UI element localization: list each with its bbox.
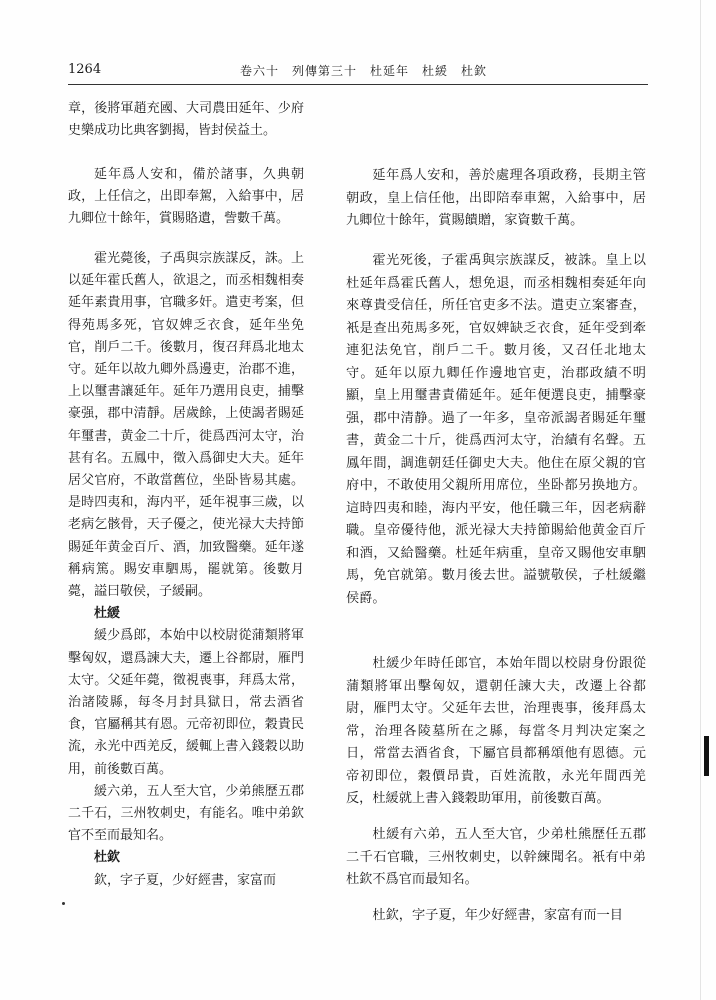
classical-paragraph: 霍光薨後，子禹與宗族謀反，誅。上以延年霍氏舊人，欲退之，而丞相魏相奏延年素貴用事，官職多奸。遣吏考案，但得苑馬多死，官奴婢乏衣食，延年坐免官，削戶二千。後數月，復召拜爲北地太守。延年以故九卿外爲邊吏，治郡不進，上以璽書讓延年。延年乃選用良吏，捕擊豪强，郡中清靜。居歲餘，上使謁者賜延年璽書，黄金二十斤，徙爲西河太守，治甚有名。五鳳中，徵入爲御史大夫。延年居父官府，不敢當舊位，坐卧皆易其處。是時四夷和，海内平，延年視事三歲，以老病乞骸骨，天子優之，使光禄大夫持節賜延年黄金百斤、酒，加致醫藥。延年遂稱病篤。賜安車駟馬，罷就第。後數月薨，謚曰敬侯，子緩嗣。 <box>68 251 304 600</box>
section-heading-du-qin: 杜欽 <box>94 850 121 866</box>
classical-text-column <box>68 98 304 142</box>
translation-block <box>346 824 646 892</box>
translation-block <box>346 165 646 233</box>
running-title: 卷六十 列傳第三十 杜延年 杜緩 杜欽 <box>240 64 488 78</box>
translation-paragraph: 霍光死後，子霍禹與宗族謀反，被誅。皇上以杜延年爲霍氏舊人，想免退，而丞相魏相奏延年向來尊貴受信任，所任官吏多不法。遣吏立案審查，衹是查出苑馬多死，官奴婢缺乏衣食，延年受到牽連犯法免官，削戶二千。數月後，又召任北地太守。延年以原九卿任作邊地官吏，治郡政績不明顯，皇上用璽書責備延年。延年便選良吏，捕擊豪强，郡中清静。過了一年多，皇帝派謁者賜延年璽書，黄金二十斤，徙爲西河太守，治績有名聲。五鳳年間，調進朝廷任御史大夫。他住在原父親的官府中，不敢使用父親所用席位，坐卧都另换地方。這時四夷和睦，海内平安，他任職三年，因老病辭職。皇帝優待他，派光禄大夫持節賜給他黄金百斤和酒，又給醫藥。杜延年病重，皇帝又賜他安車駟馬，免官就第。數月後去世。謚號敬侯，子杜緩繼侯爵。 <box>346 253 646 606</box>
margin-dot <box>62 902 65 905</box>
classical-paragraph: 章，後將軍趙充國、大司農田延年、少府史樂成功比典客劉揭，皆封侯益土。 <box>68 101 304 139</box>
translation-paragraph: 杜緩少年時任郎官，本始年間以校尉身份跟從蒲類將軍出擊匈奴，還朝任諫大夫，改遷上谷都尉，雁門太守。父延年去世，治理喪事，後拜爲太常，治理各陵墓所在之縣，每當冬月判决定案之日，常當去酒省食，下屬官員都稱頌他有恩德。元帝初即位，穀價昂貴，百姓流散，永光年間西羌反，杜緩就上書入錢穀助軍用，前後數百萬。 <box>346 656 646 806</box>
edge-scan-mark <box>704 736 709 776</box>
translation-block <box>346 653 646 811</box>
translation-paragraph: 杜欽，字子夏，年少好經書，家富有而一目 <box>372 908 623 923</box>
translation-block <box>346 250 646 610</box>
classical-text-column <box>68 164 304 231</box>
page-header <box>68 62 648 82</box>
translation-paragraph: 延年爲人安和，善於處理各項政務，長期主管朝政，皇上信任他，出即陪奉車駕，入給事中，居九卿位十餘年，賞賜饋贈，家資數千萬。 <box>346 168 646 228</box>
translation-paragraph: 杜緩有六弟，五人至大官，少弟杜熊歷任五郡二千石官職，三州牧刺史，以幹練聞名。衹有中弟杜欽不爲官而最知名。 <box>346 827 646 887</box>
header-rule <box>68 84 648 85</box>
classical-paragraph: 緩少爲郎，本始中以校尉從蒲類將軍擊匈奴，還爲諫大夫，遷上谷都尉，雁門太守。父延年薨，徵視喪事，拜爲太常，治諸陵縣，每冬月封具獄日，常去酒省食，官屬稱其有恩。元帝初即位，穀貴民流，永光中西羌反，緩輒上書入錢穀以助用，前後數百萬。 <box>68 628 304 777</box>
section-heading-du-huan: 杜緩 <box>94 606 121 622</box>
translation-block <box>346 905 646 928</box>
page-edge-shadow <box>700 0 701 1000</box>
classical-text-column <box>68 248 304 892</box>
page-number: 1264 <box>68 62 102 77</box>
classical-paragraph: 欽，字子夏，少好經書，家富而 <box>94 872 277 888</box>
classical-paragraph: 緩六弟，五人至大官，少弟熊歷五郡二千石，三州牧刺史，有能名。唯中弟欽官不至而最知名。 <box>68 783 304 844</box>
classical-paragraph: 延年爲人安和，備於諸事，久典朝政，上任信之，出即奉駕，入給事中，居九卿位十餘年，賞賜賂遺，訾數千萬。 <box>68 167 304 227</box>
